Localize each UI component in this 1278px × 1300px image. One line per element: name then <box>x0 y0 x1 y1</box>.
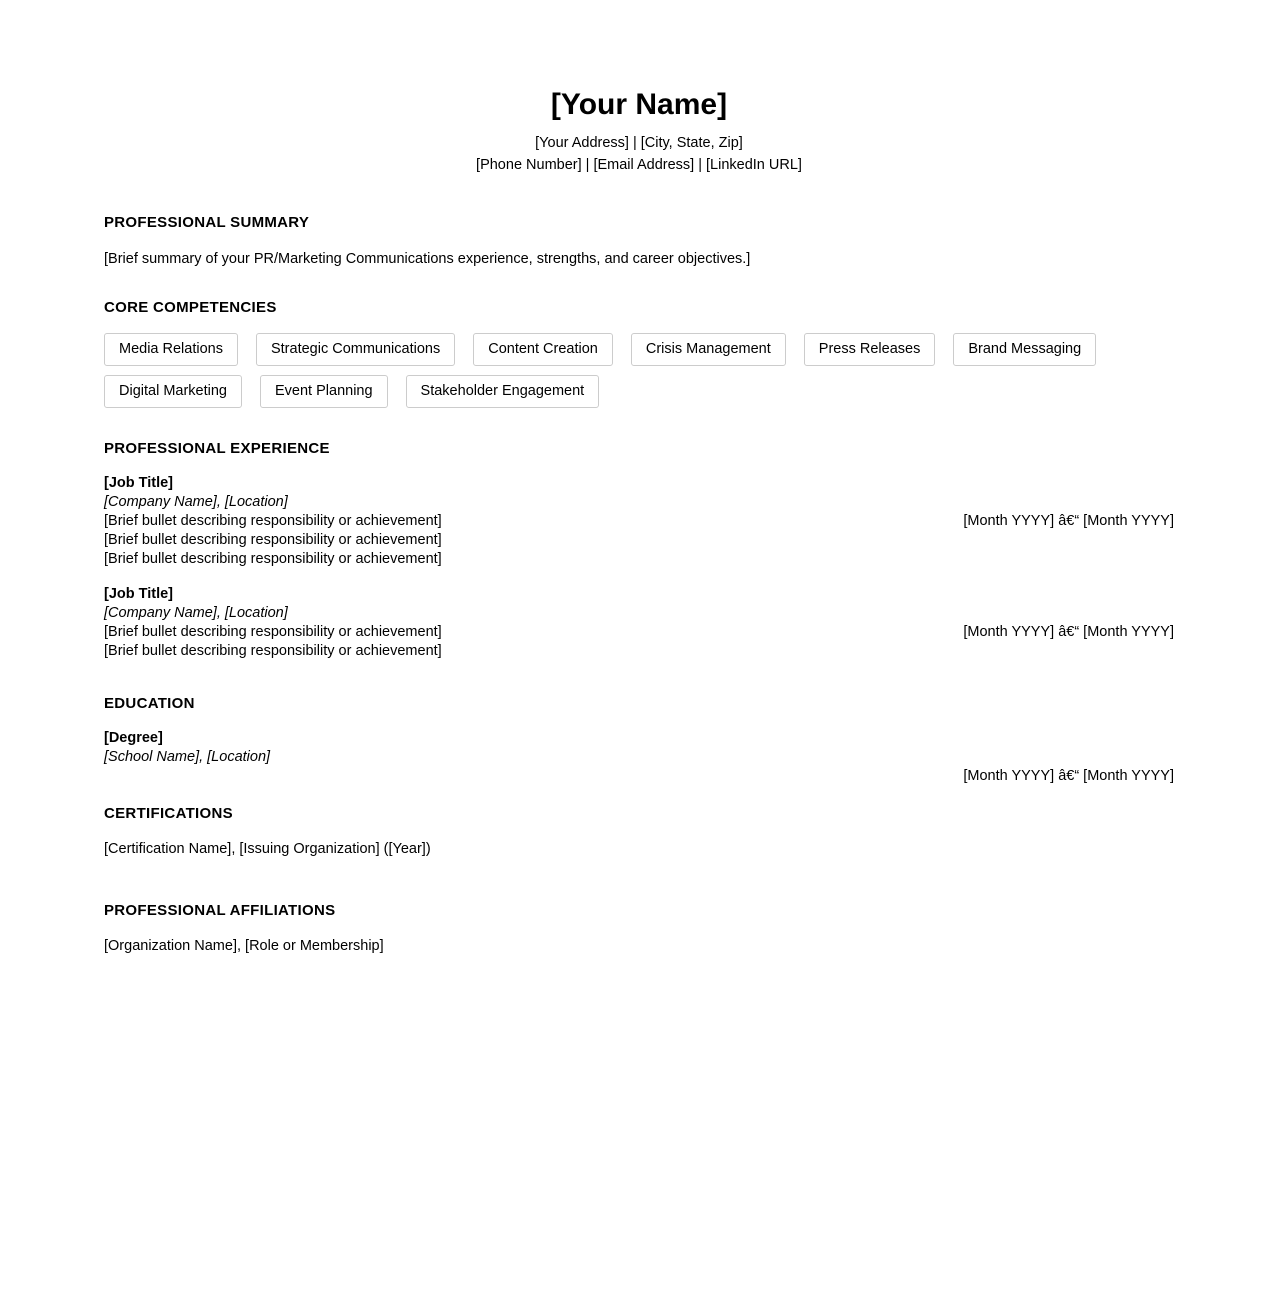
experience-bullet: [Brief bullet describing responsibility or achievement] <box>104 532 442 548</box>
resume-header <box>0 0 1278 176</box>
job-title: [Job Title] <box>104 475 174 491</box>
section-professional-experience <box>104 440 1174 661</box>
education-entry <box>104 729 1174 784</box>
competency-tag[interactable]: Content Creation <box>473 333 613 366</box>
section-professional-affiliations <box>104 902 1174 956</box>
section-heading-core-competencies: CORE COMPETENCIES <box>104 299 277 316</box>
section-heading-certifications: CERTIFICATIONS <box>104 805 233 822</box>
section-heading-professional-affiliations: PROFESSIONAL AFFILIATIONS <box>104 902 336 919</box>
competency-tag-list <box>104 333 1104 408</box>
competency-tag[interactable]: Event Planning <box>260 375 388 408</box>
experience-entry <box>104 585 1174 661</box>
competency-tag[interactable]: Brand Messaging <box>953 333 1096 366</box>
experience-bullet: [Brief bullet describing responsibility or achievement] <box>104 551 442 567</box>
experience-entry <box>104 474 1174 569</box>
professional-summary-text: [Brief summary of your PR/Marketing Communications experience, strengths, and career objectives.] <box>104 251 751 267</box>
competency-tag[interactable]: Press Releases <box>804 333 936 366</box>
experience-entry-details <box>104 474 904 569</box>
company-location: [Company Name], [Location] <box>104 605 288 621</box>
contact-address-line: [Your Address] | [City, State, Zip] <box>535 135 743 151</box>
experience-date-range: [Month YYYY] â€“ [Month YYYY] <box>963 513 1174 529</box>
experience-bullet: [Brief bullet describing responsibility or achievement] <box>104 624 442 640</box>
experience-entry-details <box>104 585 904 661</box>
experience-bullet: [Brief bullet describing responsibility or achievement] <box>104 643 442 659</box>
competency-tag[interactable]: Strategic Communications <box>256 333 455 366</box>
education-entry-details <box>104 729 904 767</box>
job-title: [Job Title] <box>104 586 174 602</box>
school-location: [School Name], [Location] <box>104 749 271 765</box>
affiliation-item: [Organization Name], [Role or Membership] <box>104 938 384 954</box>
section-professional-summary <box>104 214 1174 269</box>
section-heading-professional-experience: PROFESSIONAL EXPERIENCE <box>104 440 330 457</box>
page-title: [Your Name] <box>550 88 728 121</box>
section-heading-professional-summary: PROFESSIONAL SUMMARY <box>104 214 310 231</box>
section-education <box>104 695 1174 784</box>
competency-tag[interactable]: Media Relations <box>104 333 238 366</box>
company-location: [Company Name], [Location] <box>104 494 288 510</box>
contact-details-line: [Phone Number] | [Email Address] | [LinkedIn URL] <box>476 157 802 173</box>
competency-tag[interactable]: Digital Marketing <box>104 375 242 408</box>
education-date-range: [Month YYYY] â€“ [Month YYYY] <box>963 768 1174 784</box>
degree: [Degree] <box>104 730 163 746</box>
section-core-competencies <box>104 299 1174 408</box>
section-certifications <box>104 805 1174 859</box>
section-heading-education: EDUCATION <box>104 695 195 712</box>
experience-date-range: [Month YYYY] â€“ [Month YYYY] <box>963 624 1174 640</box>
certification-item: [Certification Name], [Issuing Organization] ([Year]) <box>104 841 431 857</box>
competency-tag[interactable]: Crisis Management <box>631 333 786 366</box>
competency-tag[interactable]: Stakeholder Engagement <box>406 375 600 408</box>
experience-bullet: [Brief bullet describing responsibility or achievement] <box>104 513 442 529</box>
resume-body <box>104 214 1174 956</box>
